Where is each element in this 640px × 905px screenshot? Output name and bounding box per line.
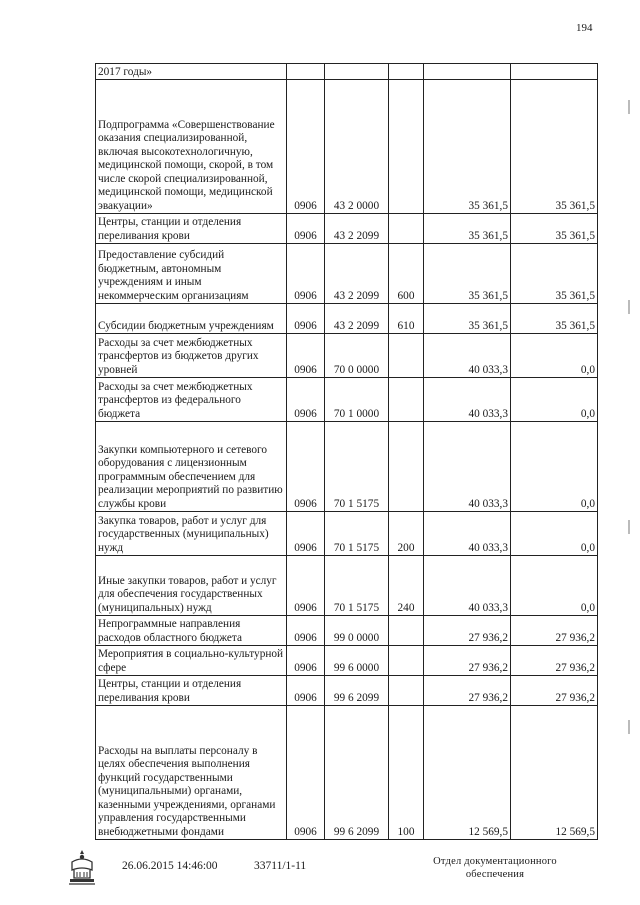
row-name: Расходы за счет межбюджетных трансфертов из федерального бюджета	[96, 378, 287, 422]
row-value-2: 35 361,5	[511, 80, 598, 214]
row-name: Расходы на выплаты персоналу в целях обеспечения выполнения функций государственными (муниципальными) органами, казенными учреждениями, органами управления государственными внебюджетными фондами	[96, 706, 287, 840]
row-section: 0906	[287, 422, 325, 512]
row-section: 0906	[287, 676, 325, 706]
row-value-1: 40 033,3	[424, 556, 511, 616]
row-target: 99 6 2099	[325, 706, 389, 840]
table-row	[96, 304, 598, 334]
row-section: 0906	[287, 378, 325, 422]
row-target: 43 2 0000	[325, 80, 389, 214]
table-row	[96, 676, 598, 706]
table-row	[96, 646, 598, 676]
row-value-2: 12 569,5	[511, 706, 598, 840]
row-name: Иные закупки товаров, работ и услуг для обеспечения государственных (муниципальных) нужд	[96, 556, 287, 616]
budget-table	[95, 63, 598, 840]
row-name: Центры, станции и отделения переливания крови	[96, 214, 287, 244]
row-value-1: 27 936,2	[424, 676, 511, 706]
row-type: 100	[389, 706, 424, 840]
row-target: 70 1 5175	[325, 512, 389, 556]
table-row	[96, 80, 598, 214]
row-name: Центры, станции и отделения переливания крови	[96, 676, 287, 706]
row-type	[389, 64, 424, 80]
table-row	[96, 214, 598, 244]
row-type: 600	[389, 244, 424, 304]
row-type	[389, 422, 424, 512]
row-value-2: 0,0	[511, 556, 598, 616]
row-target: 43 2 2099	[325, 214, 389, 244]
row-target: 99 6 0000	[325, 646, 389, 676]
row-section: 0906	[287, 304, 325, 334]
footer-department: Отдел документационного обеспечения	[433, 856, 557, 880]
row-value-1: 35 361,5	[424, 80, 511, 214]
row-section: 0906	[287, 512, 325, 556]
table-row	[96, 512, 598, 556]
row-name: Расходы за счет межбюджетных трансфертов из бюджетов других уровней	[96, 334, 287, 378]
row-section	[287, 64, 325, 80]
row-name: Предоставление субсидий бюджетным, автономным учреждениям и иным некоммерческим организациям	[96, 244, 287, 304]
row-type	[389, 334, 424, 378]
row-target: 70 1 0000	[325, 378, 389, 422]
scan-edge-mark	[628, 720, 630, 734]
row-value-1: 35 361,5	[424, 214, 511, 244]
row-value-2: 35 361,5	[511, 214, 598, 244]
row-value-1: 12 569,5	[424, 706, 511, 840]
table-row	[96, 616, 598, 646]
row-type	[389, 80, 424, 214]
row-target: 99 6 2099	[325, 676, 389, 706]
scan-edge-mark	[628, 520, 630, 534]
row-value-1: 40 033,3	[424, 422, 511, 512]
page-number: 194	[576, 22, 593, 34]
row-type	[389, 676, 424, 706]
row-value-2: 27 936,2	[511, 676, 598, 706]
row-section: 0906	[287, 80, 325, 214]
row-name: Закупка товаров, работ и услуг для государственных (муниципальных) нужд	[96, 512, 287, 556]
row-type: 240	[389, 556, 424, 616]
table-row	[96, 64, 598, 80]
row-value-2: 0,0	[511, 512, 598, 556]
row-value-1: 35 361,5	[424, 244, 511, 304]
row-target	[325, 64, 389, 80]
table-row	[96, 244, 598, 304]
row-value-1: 40 033,3	[424, 378, 511, 422]
row-target: 70 1 5175	[325, 556, 389, 616]
row-value-1: 27 936,2	[424, 646, 511, 676]
table-row	[96, 378, 598, 422]
row-value-1: 40 033,3	[424, 512, 511, 556]
row-target: 70 0 0000	[325, 334, 389, 378]
row-value-2: 27 936,2	[511, 646, 598, 676]
row-name: Закупки компьютерного и сетевого оборудования с лицензионным программным обеспечением для реализации мероприятий по развитию службы крови	[96, 422, 287, 512]
scan-edge-mark	[628, 100, 630, 114]
row-name: Подпрограмма «Совершенствование оказания специализированной, включая высокотехнологичную, медицинской помощи, скорой, в том числе скорой специализированной, медицинской помощи, медицинской эвакуации»	[96, 80, 287, 214]
row-value-2: 0,0	[511, 422, 598, 512]
row-target: 99 0 0000	[325, 616, 389, 646]
row-type	[389, 646, 424, 676]
row-value-2: 27 936,2	[511, 616, 598, 646]
row-value-2	[511, 64, 598, 80]
row-target: 70 1 5175	[325, 422, 389, 512]
row-name: Мероприятия в социально-культурной сфере	[96, 646, 287, 676]
row-name: Непрограммные направления расходов областного бюджета	[96, 616, 287, 646]
row-type	[389, 214, 424, 244]
row-section: 0906	[287, 334, 325, 378]
row-section: 0906	[287, 244, 325, 304]
table-row	[96, 556, 598, 616]
row-type	[389, 616, 424, 646]
scan-edge-mark	[628, 300, 630, 314]
row-name: 2017 годы»	[96, 64, 287, 80]
row-value-1: 27 936,2	[424, 616, 511, 646]
row-section: 0906	[287, 646, 325, 676]
table-row	[96, 334, 598, 378]
row-value-1	[424, 64, 511, 80]
row-value-2: 0,0	[511, 378, 598, 422]
row-section: 0906	[287, 616, 325, 646]
row-section: 0906	[287, 706, 325, 840]
row-target: 43 2 2099	[325, 304, 389, 334]
row-value-1: 40 033,3	[424, 334, 511, 378]
row-type: 200	[389, 512, 424, 556]
table-row	[96, 706, 598, 840]
table-row	[96, 422, 598, 512]
coat-of-arms-icon	[66, 848, 98, 888]
row-section: 0906	[287, 214, 325, 244]
row-value-1: 35 361,5	[424, 304, 511, 334]
row-value-2: 35 361,5	[511, 304, 598, 334]
row-section: 0906	[287, 556, 325, 616]
row-value-2: 35 361,5	[511, 244, 598, 304]
row-type	[389, 378, 424, 422]
row-type: 610	[389, 304, 424, 334]
row-value-2: 0,0	[511, 334, 598, 378]
footer-reg-number: 33711/1-11	[254, 860, 307, 872]
row-name: Субсидии бюджетным учреждениям	[96, 304, 287, 334]
footer-datetime: 26.06.2015 14:46:00	[122, 860, 218, 872]
row-target: 43 2 2099	[325, 244, 389, 304]
